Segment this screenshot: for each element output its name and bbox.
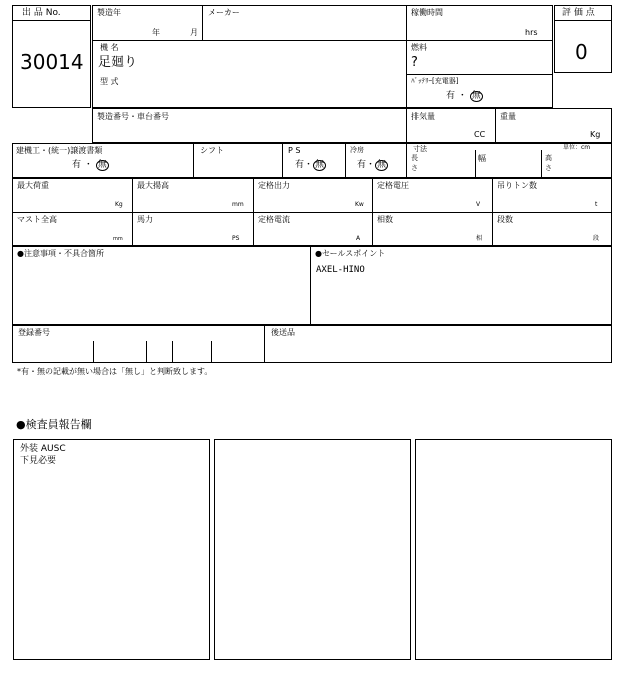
fuel-value: ? [411,55,418,70]
specs-div1 [132,178,133,246]
specs-midline [12,212,612,213]
serial-divider [406,108,407,143]
year-maker-divider [202,5,203,40]
shift-label: シフト [200,146,224,155]
rated-current-label: 定格電流 [258,215,290,224]
height-top: 高 [545,154,552,162]
phase-unit: 相 [476,235,483,242]
cert-yes: 有 [72,160,82,170]
inspector-note-line2: 下見必要 [20,456,57,466]
inspector-box-2 [214,439,411,660]
max-lift-unit: mm [232,201,244,208]
month-unit: 月 [190,28,198,37]
selling-value: AXEL-HINO [316,265,365,275]
battery-yes: 有 [446,91,456,101]
battery-sep: ・ [457,91,467,101]
row2-div6 [541,150,542,178]
row2-div4 [406,143,407,178]
max-lift-label: 最大揚高 [137,181,169,190]
mast-label: マスト全高 [17,215,57,224]
cert-no-circled: 無 [97,160,107,170]
ac-yes: 有 [357,160,367,170]
ac-choice [357,160,388,171]
hp-unit: PS [232,235,240,242]
inspector-title: ●検査員報告欄 [16,418,92,431]
hoist-label: 吊りトン数 [497,181,537,190]
max-load-unit: Kg [115,201,123,208]
serial-row-box [92,108,612,143]
unit-label: 単位：cm [563,144,591,151]
exhaust-label: 排気量 [411,112,435,121]
ps-choice [295,160,326,171]
ac-label: 冷房 [350,146,364,154]
cert-choice [72,160,109,171]
reg-cell-2 [146,341,147,363]
rated-output-unit: Kw [355,201,364,208]
inspector-note-line1: 外装 AUSC [20,444,66,454]
max-load-label: 最大荷重 [17,181,49,190]
battery-label: ﾊﾞｯﾃﾘｰ[充電器] [411,77,459,85]
rated-current-unit: A [356,235,361,242]
specs-div4 [492,178,493,246]
cert-label: 建機工・(統一)譲渡書類 [16,146,103,155]
length-top: 長 [411,154,418,162]
length-bottom: さ [411,164,418,172]
notes-divider [310,246,311,325]
stage-unit: 段 [593,235,600,242]
row2-div5 [475,150,476,178]
model-name-label: 機 名 [100,43,119,52]
ps-label: P S [288,146,301,155]
dim-label: 寸法 [413,145,427,153]
registration-label: 登録番号 [18,328,50,337]
maker-label: メーカー [208,8,240,17]
row2-div3 [345,143,346,178]
year-label: 製造年 [97,8,121,17]
exhaust-unit: CC [474,130,486,139]
header-row2-line [406,74,553,75]
fuel-label: 燃料 [411,43,427,52]
height-bottom: さ [545,164,552,172]
reg-cell-1 [93,341,94,363]
reg-cell-4 [211,341,212,363]
selling-label: ●セールスポイント [315,249,386,258]
item-number-label: 出 品 No. [22,8,61,18]
ac-no-circled: 無 [377,160,387,170]
width-label: 幅 [478,154,486,163]
row2-div2 [282,143,283,178]
ac-sep: ・ [366,160,376,170]
weight-unit: Kg [590,130,601,139]
weight-label: 重量 [500,112,516,121]
footnote: *有・無の記載が無い場合は「無し」と判断致します。 [17,367,213,376]
row2-div1 [193,143,194,178]
rating-label: 評 価 点 [562,8,595,18]
type-label: 型 式 [100,77,119,86]
specs-div3 [372,178,373,246]
model-name-value: 足廻り [98,55,138,70]
hoist-unit: t [595,201,598,208]
item-number-divider [12,20,91,21]
item-number-value: 30014 [20,50,84,74]
cert-sep: ・ [83,160,93,170]
inspector-box-3 [415,439,612,660]
battery-no-circled: 無 [471,91,481,101]
year-unit: 年 [152,28,160,37]
rating-divider [554,20,612,21]
rating-value: 0 [575,40,588,64]
battery-choice [446,91,483,102]
hp-label: 馬力 [137,215,153,224]
header-right-divider [406,5,407,108]
serial-label: 製造番号・車台番号 [97,112,169,121]
ps-yes: 有 [295,160,305,170]
stage-label: 段数 [497,215,513,224]
rated-voltage-unit: V [476,201,481,208]
hours-label: 稼働時間 [411,8,443,17]
phase-label: 相数 [377,215,393,224]
caution-label: ●注意事項・不具合箇所 [17,249,104,258]
specs-div2 [253,178,254,246]
rated-output-label: 定格出力 [258,181,290,190]
inspector-box-1 [13,439,210,660]
ps-sep: ・ [304,160,314,170]
header-row1-line [92,40,553,41]
after-items-label: 後送品 [271,328,295,337]
rated-voltage-label: 定格電圧 [377,181,409,190]
reg-cell-3 [172,341,173,363]
exhaust-divider [495,108,496,143]
mast-unit: mm [113,236,123,242]
registration-divider [264,325,265,363]
ps-no-circled: 無 [315,160,325,170]
hours-unit: hrs [525,28,538,37]
header-box [92,5,553,108]
registration-box [12,325,612,363]
